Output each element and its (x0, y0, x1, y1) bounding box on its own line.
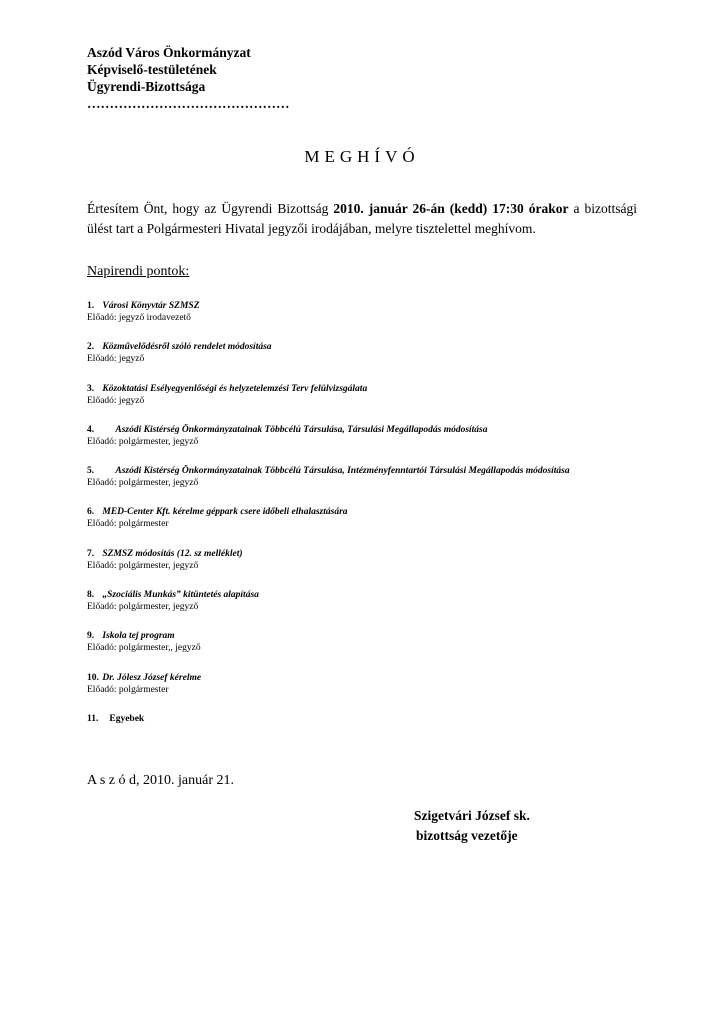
agenda-heading: Napirendi pontok: (87, 264, 190, 279)
page-title: MEGHÍVÓ (304, 147, 420, 166)
agenda-item-presenter: Előadó: polgármester,, jegyző (87, 643, 201, 654)
agenda-item (87, 383, 647, 407)
agenda-item-title: „Szociális Munkás” kitüntetés alapítása (102, 590, 259, 601)
agenda-item (87, 465, 647, 489)
agenda-item-number: 1. (87, 301, 95, 311)
letter-header (87, 44, 290, 112)
agenda-item-presenter: Előadó: polgármester, jegyző (87, 436, 199, 447)
intro-date: 2010. január 26-án (kedd) 17:30 órakor (333, 201, 569, 216)
header-line-body: Képviselő-testületének (87, 62, 217, 77)
agenda-item (87, 713, 647, 725)
agenda-item-title: Városi Könyvtár SZMSZ (102, 301, 200, 311)
agenda-item (87, 630, 647, 654)
agenda-item-number: 11. (87, 713, 99, 724)
agenda-item (87, 589, 647, 613)
header-dots: ……………………………………… (87, 96, 290, 111)
intro-paragraph (87, 199, 637, 239)
agenda-item (87, 341, 647, 365)
agenda-item-title: Közoktatási Esélyegyenlőségi és helyzetelemzési Terv felülvizsgálata (102, 383, 368, 394)
agenda-item-title: Iskola tej program (102, 631, 175, 642)
agenda-item (87, 506, 647, 530)
header-line-municipality: Aszód Város Önkormányzat (87, 45, 251, 60)
agenda-item-number: 8. (87, 590, 95, 601)
agenda-item-number: 10. (87, 672, 99, 683)
agenda-item-number: 3. (87, 383, 95, 394)
agenda-list (87, 300, 647, 742)
signature-role: bizottság vezetője (416, 828, 518, 843)
agenda-item-title: Aszódi Kistérség Önkormányzatainak Többcélú Társulása, Társulási Megállapodás módosítása (115, 424, 488, 435)
agenda-item-number: 6. (87, 507, 95, 518)
agenda-item-number: 4. (87, 424, 95, 435)
agenda-item-presenter: Előadó: polgármester (87, 684, 169, 695)
agenda-item-presenter: Előadó: polgármester, jegyző (87, 478, 199, 489)
agenda-item-presenter: Előadó: jegyző (87, 354, 145, 365)
agenda-item (87, 300, 647, 324)
agenda-item-title: Egyebek (109, 713, 145, 724)
agenda-item (87, 548, 647, 572)
agenda-item-presenter: Előadó: jegyző irodavezető (87, 313, 191, 323)
agenda-item-presenter: Előadó: jegyző (87, 395, 145, 406)
place-date: A s z ó d, 2010. január 21. (87, 773, 234, 788)
agenda-item-title: Dr. Jólesz József kérelme (102, 672, 202, 683)
signature-block (414, 806, 530, 846)
agenda-item (87, 672, 647, 696)
intro-text-1: Értesítem Önt, hogy az Ügyrendi Bizottság (87, 201, 334, 216)
agenda-item-number: 7. (87, 548, 95, 559)
intro-text-2: a bizottsági ülést tart a Polgármesteri Hivatal jegyzői irodájában, melyre tisztelettel meghívom. (87, 201, 638, 236)
agenda-item-presenter: Előadó: polgármester, jegyző (87, 602, 199, 613)
agenda-item-presenter: Előadó: polgármester (87, 519, 169, 530)
agenda-item (87, 424, 647, 448)
signature-name: Szigetvári József sk. (414, 808, 530, 823)
agenda-item-title: MED-Center Kft. kérelme géppark csere időbeli elhalasztására (102, 507, 348, 518)
agenda-item-number: 9. (87, 631, 95, 642)
agenda-item-number: 5. (87, 466, 95, 477)
agenda-item-title: Aszódi Kistérség Önkormányzatainak Többcélú Társulása, Intézményfenntartói Társulási Megállapodás módosítása (115, 466, 570, 477)
header-line-committee: Ügyrendi-Bizottsága (87, 79, 206, 94)
agenda-item-title: SZMSZ módosítás (12. sz melléklet) (102, 548, 243, 559)
agenda-item-presenter: Előadó: polgármester, jegyző (87, 560, 199, 571)
agenda-item-number: 2. (87, 342, 95, 353)
agenda-item-title: Közművelődésről szóló rendelet módosítása (102, 342, 272, 353)
